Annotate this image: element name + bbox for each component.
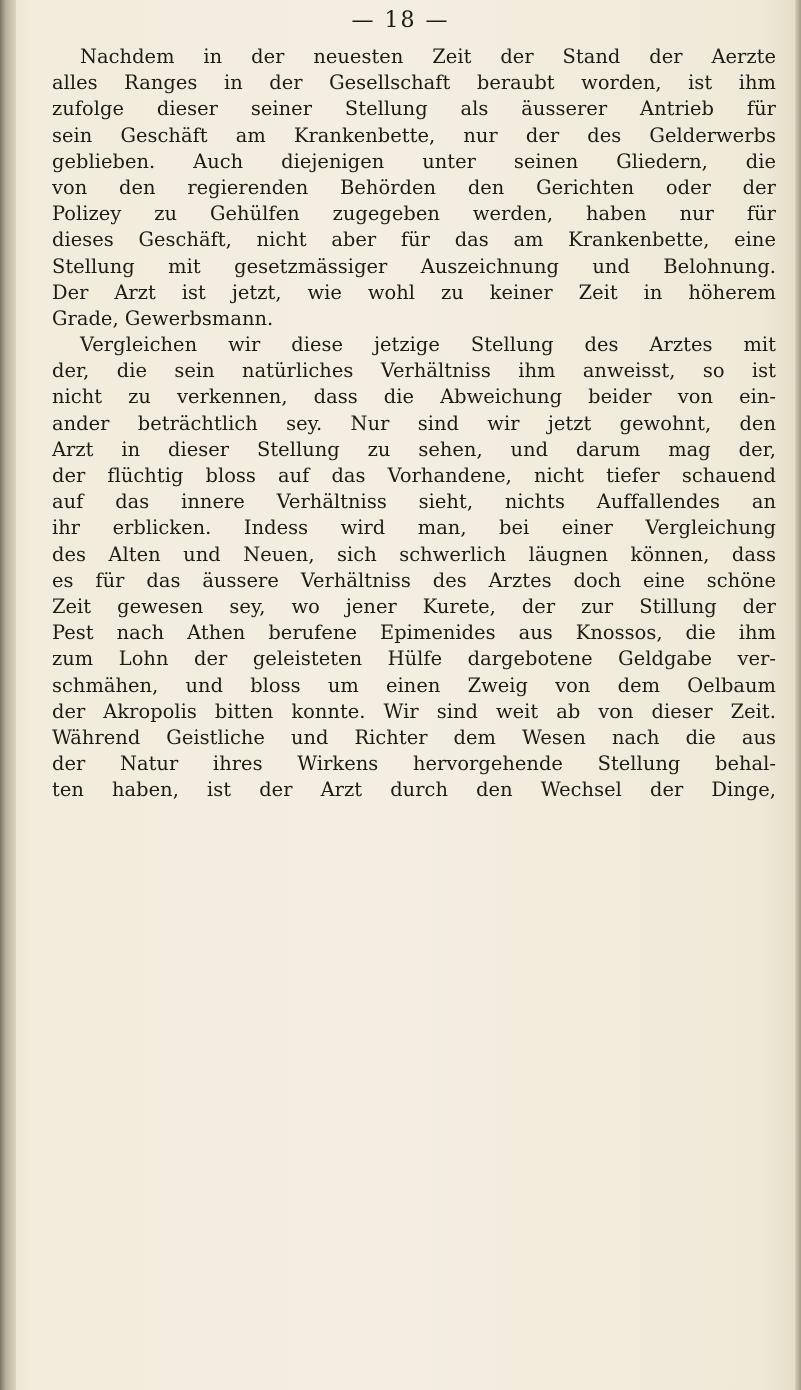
page-edge-shadow xyxy=(795,0,801,1390)
text-line: zum Lohn der geleisteten Hülfe dargebotene Geldgabe ver- xyxy=(52,647,776,671)
text-line: ihr erblicken. Indess wird man, bei einer Vergleichung xyxy=(52,516,776,540)
text-line: Während Geistliche und Richter dem Wesen nach die aus xyxy=(52,725,776,749)
text-line: Stellung mit gesetzmässiger Auszeichnung und Belohnung. xyxy=(52,254,776,278)
text-line: von den regierenden Behörden den Gerichten oder der xyxy=(52,175,776,199)
text-line: Der Arzt ist jetzt, wie wohl zu keiner Zeit in höherem xyxy=(52,280,776,304)
text-line: ander beträchtlich sey. Nur sind wir jetzt gewohnt, den xyxy=(52,411,776,435)
text-line: der, die sein natürliches Verhältniss ihm anweisst, so ist xyxy=(52,359,776,383)
page-binding-shadow xyxy=(0,0,16,1390)
text-line: Polizey zu Gehülfen zugegeben werden, haben nur für xyxy=(52,202,776,226)
body-text xyxy=(52,44,776,803)
text-line: auf das innere Verhältniss sieht, nichts Auffallendes an xyxy=(52,490,776,514)
text-line: Arzt in dieser Stellung zu sehen, und darum mag der, xyxy=(52,437,776,461)
text-line: alles Ranges in der Gesellschaft beraubt worden, ist ihm xyxy=(52,71,776,95)
text-line: des Alten und Neuen, sich schwerlich läugnen können, dass xyxy=(52,542,776,566)
text-line: geblieben. Auch diejenigen unter seinen Gliedern, die xyxy=(52,149,776,173)
text-line: schmähen, und bloss um einen Zweig von dem Oelbaum xyxy=(52,673,776,697)
text-line: Grade, Gewerbsmann. xyxy=(52,306,274,330)
text-line: Zeit gewesen sey, wo jener Kurete, der zur Stillung der xyxy=(52,594,776,618)
page-number-header: — 18 — xyxy=(351,8,450,33)
text-line: nicht zu verkennen, dass die Abweichung beider von ein- xyxy=(52,385,776,409)
text-line: der Natur ihres Wirkens hervorgehende Stellung behal- xyxy=(52,752,776,776)
text-line: Vergleichen wir diese jetzige Stellung des Arztes mit xyxy=(80,333,776,357)
text-line: Nachdem in der neuesten Zeit der Stand der Aerzte xyxy=(80,45,776,68)
text-line: der Akropolis bitten konnte. Wir sind weit ab von dieser Zeit. xyxy=(52,699,776,723)
text-line: dieses Geschäft, nicht aber für das am Krankenbette, eine xyxy=(52,228,776,252)
text-line: sein Geschäft am Krankenbette, nur der des Gelderwerbs xyxy=(52,123,776,147)
text-line: der flüchtig bloss auf das Vorhandene, nicht tiefer schauend xyxy=(52,464,776,487)
text-line: es für das äussere Verhältniss des Arztes doch eine schöne xyxy=(52,568,776,592)
text-line: Pest nach Athen berufene Epimenides aus Knossos, die ihm xyxy=(52,621,776,645)
text-line: zufolge dieser seiner Stellung als äusserer Antrieb für xyxy=(52,97,776,121)
text-line: ten haben, ist der Arzt durch den Wechsel der Dinge, xyxy=(52,778,776,802)
